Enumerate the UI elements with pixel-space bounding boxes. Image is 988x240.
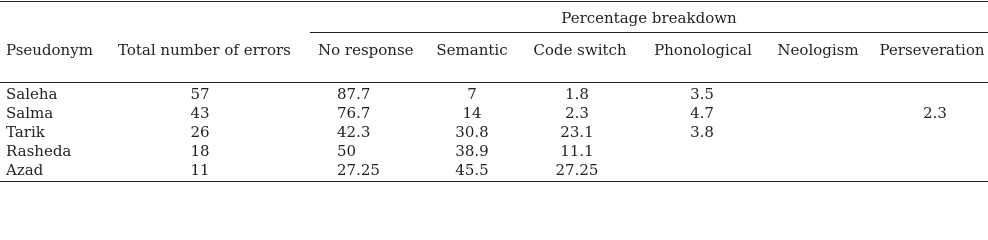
table-cell: 23.1: [560, 123, 594, 141]
pseudonym-cell: Salma: [6, 104, 54, 122]
table-cell: 57: [190, 85, 210, 103]
span-header-rule: [310, 32, 988, 33]
table-cell: 1.8: [565, 85, 589, 103]
table-cell: 27.25: [337, 161, 380, 179]
table-cell: 18: [190, 142, 210, 160]
table-cell: 2.3: [923, 104, 947, 122]
table-cell: 4.7: [690, 104, 714, 122]
pseudonym-cell: Rasheda: [6, 142, 72, 160]
table-cell: 26: [190, 123, 210, 141]
table-cell: 30.8: [455, 123, 489, 141]
table-cell: 27.25: [555, 161, 599, 179]
pseudonym-cell: Azad: [6, 161, 44, 179]
table-cell: 11: [190, 161, 210, 179]
table-cell: 45.5: [455, 161, 489, 179]
table-cell: 3.5: [690, 85, 714, 103]
pseudonym-cell: Saleha: [6, 85, 58, 103]
header-rule: [0, 82, 988, 83]
column-header: Total number of errors: [118, 41, 291, 59]
column-header: Semantic: [436, 41, 508, 59]
table-cell: 43: [190, 104, 210, 122]
top-rule: [0, 1, 988, 2]
column-header: Pseudonym: [6, 41, 93, 59]
column-header: Neologism: [777, 41, 859, 59]
table-cell: 3.8: [690, 123, 714, 141]
percentage-breakdown-header: Percentage breakdown: [561, 9, 737, 27]
table-cell: 50: [337, 142, 357, 160]
column-header: Perseveration: [879, 41, 985, 59]
table-cell: 38.9: [455, 142, 489, 160]
column-header: Code switch: [533, 41, 627, 59]
table-cell: 14: [462, 104, 482, 122]
table-cell: 87.7: [337, 85, 371, 103]
column-header: Phonological: [654, 41, 752, 59]
table-cell: 11.1: [560, 142, 594, 160]
column-header: No response: [318, 41, 414, 59]
table-cell: 2.3: [565, 104, 589, 122]
table-cell: 42.3: [337, 123, 371, 141]
bottom-rule: [0, 181, 988, 182]
pseudonym-cell: Tarik: [6, 123, 45, 141]
table-cell: 7: [467, 85, 477, 103]
table-cell: 76.7: [337, 104, 371, 122]
